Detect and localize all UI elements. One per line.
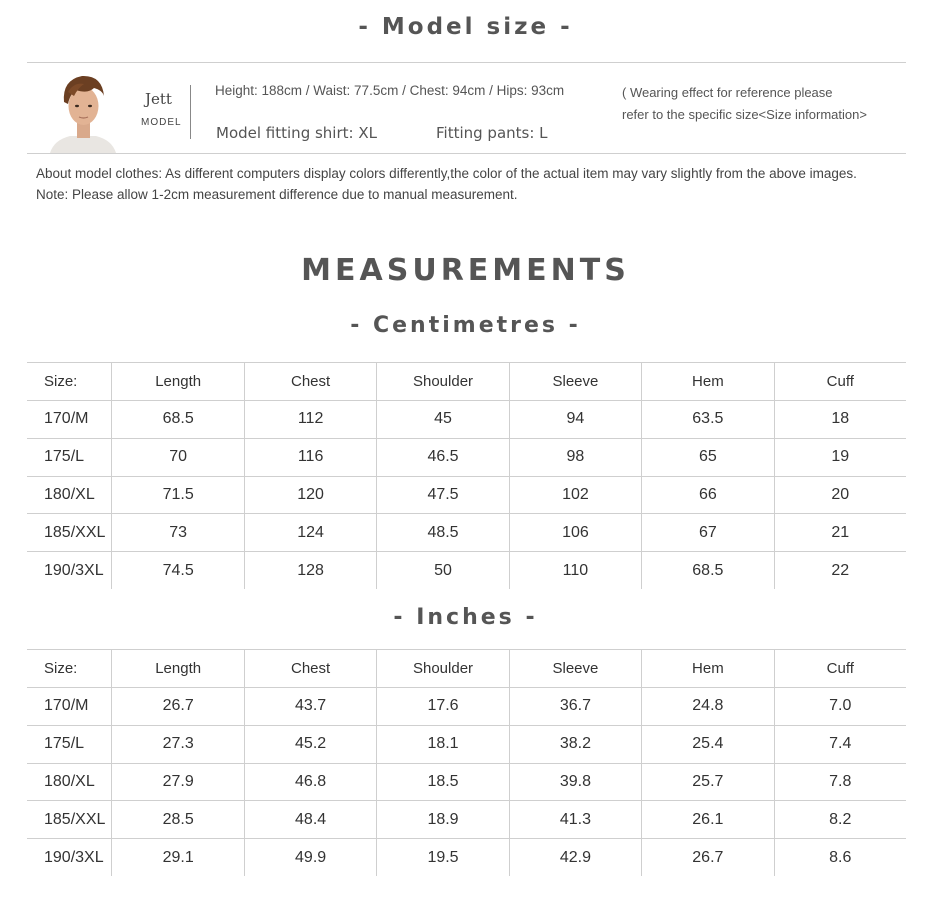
cell-length: 28.5 [112,801,244,838]
cell-chest: 49.9 [245,839,377,876]
cell-sleeve: 102 [510,477,642,514]
cell-hem: 26.7 [642,839,774,876]
header-chest: Chest [245,650,377,687]
header-shoulder: Shoulder [377,363,509,400]
model-portrait-image [44,70,122,153]
cell-sleeve: 110 [510,552,642,589]
cell-cuff: 7.4 [829,735,852,753]
fitting-shirt: Model fitting shirt: XL [216,124,377,142]
cell-shoulder: 50 [377,552,509,589]
header-shoulder: Shoulder [377,650,509,687]
header-hem: Hem [642,363,774,400]
header-hem: Hem [642,650,774,687]
cell-chest: 120 [245,477,377,514]
cell-cuff: 19 [831,448,850,466]
cell-chest: 116 [245,439,377,476]
cell-chest: 45.2 [245,726,377,763]
cell-sleeve: 98 [510,439,642,476]
cell-sleeve: 41.3 [510,801,642,838]
cell-hem: 66 [642,477,774,514]
cell-hem: 25.7 [642,764,774,801]
cell-sleeve: 38.2 [510,726,642,763]
cell-length: 74.5 [112,552,244,589]
cell-hem: 68.5 [642,552,774,589]
header-chest: Chest [245,363,377,400]
centimetres-title: - Centimetres - [350,313,581,338]
cell-size: 180/XL [27,764,112,801]
table-row [27,688,906,726]
cell-shoulder: 18.1 [377,726,509,763]
model-divider [190,85,191,139]
table-header-row [27,649,906,688]
model-stats: Height: 188cm / Waist: 77.5cm / Chest: 94cm / Hips: 93cm [215,83,565,98]
header-length: Length [112,650,244,687]
cell-hem: 63.5 [642,401,774,438]
header-sleeve: Sleeve [510,363,642,400]
measurement-note: Note: Please allow 1-2cm measurement difference due to manual measurement. [36,187,518,202]
table-header-row [27,362,906,401]
cell-hem: 24.8 [642,688,774,725]
cell-shoulder: 48.5 [377,514,509,551]
cell-sleeve: 94 [510,401,642,438]
cell-length: 29.1 [112,839,244,876]
divider-top [27,62,906,63]
cell-size: 170/M [27,688,112,725]
cell-length: 71.5 [112,477,244,514]
cell-chest: 43.7 [245,688,377,725]
cell-sleeve: 42.9 [510,839,642,876]
cell-sleeve: 36.7 [510,688,642,725]
cell-shoulder: 18.9 [377,801,509,838]
reference-note-line2: refer to the specific size<Size information> [622,107,867,122]
header-length: Length [112,363,244,400]
cell-size: 190/3XL [27,839,112,876]
cell-chest: 112 [245,401,377,438]
cell-hem: 25.4 [642,726,774,763]
model-name: Jett [145,90,172,108]
cell-cuff: 22 [831,561,850,579]
cell-size: 185/XXL [27,514,112,551]
cell-length: 70 [112,439,244,476]
table-row [27,839,906,876]
cell-sleeve: 106 [510,514,642,551]
cell-length: 68.5 [112,401,244,438]
header-size: Size: [27,363,112,400]
cell-chest: 46.8 [245,764,377,801]
cell-cuff: 18 [831,410,850,428]
fitting-pants: Fitting pants: L [436,124,548,142]
centimetres-table [27,362,906,589]
cell-chest: 124 [245,514,377,551]
cell-cuff: 7.0 [829,697,852,715]
cell-size: 185/XXL [27,801,112,838]
cell-hem: 67 [642,514,774,551]
cell-size: 190/3XL [27,552,112,589]
table-row [27,726,906,764]
cell-length: 27.9 [112,764,244,801]
table-row [27,552,906,589]
cell-size: 180/XL [27,477,112,514]
header-size: Size: [27,650,112,687]
inches-title: - Inches - [393,605,538,630]
model-size-title: - Model size - [358,14,573,40]
cell-chest: 128 [245,552,377,589]
cell-size: 175/L [27,726,112,763]
cell-shoulder: 17.6 [377,688,509,725]
cell-cuff: 20 [831,485,850,503]
table-row [27,401,906,439]
header-sleeve: Sleeve [510,650,642,687]
cell-length: 26.7 [112,688,244,725]
cell-shoulder: 47.5 [377,477,509,514]
cell-size: 170/M [27,401,112,438]
cell-size: 175/L [27,439,112,476]
cell-shoulder: 19.5 [377,839,509,876]
reference-note-line1: ( Wearing effect for reference please [622,85,833,100]
table-row [27,439,906,477]
model-photo [44,70,122,153]
cell-shoulder: 46.5 [377,439,509,476]
model-label: MODEL [141,117,182,128]
cell-cuff: 8.6 [829,848,852,866]
cell-cuff: 21 [831,523,850,541]
measurements-title: MEASUREMENTS [301,253,630,288]
divider-bottom [27,153,906,154]
about-clothes-note: About model clothes: As different computers display colors differently,the color of the actual item may vary slightly from the above images. [36,166,857,181]
cell-cuff: 8.2 [829,810,852,828]
cell-shoulder: 45 [377,401,509,438]
cell-cuff: 7.8 [829,772,852,790]
table-row [27,514,906,552]
cell-length: 73 [112,514,244,551]
header-cuff: Cuff [826,660,854,677]
cell-length: 27.3 [112,726,244,763]
cell-hem: 26.1 [642,801,774,838]
header-cuff: Cuff [826,373,854,390]
table-row [27,764,906,802]
cell-sleeve: 39.8 [510,764,642,801]
inches-table [27,649,906,876]
cell-chest: 48.4 [245,801,377,838]
cell-hem: 65 [642,439,774,476]
cell-shoulder: 18.5 [377,764,509,801]
table-row [27,801,906,839]
table-row [27,477,906,515]
